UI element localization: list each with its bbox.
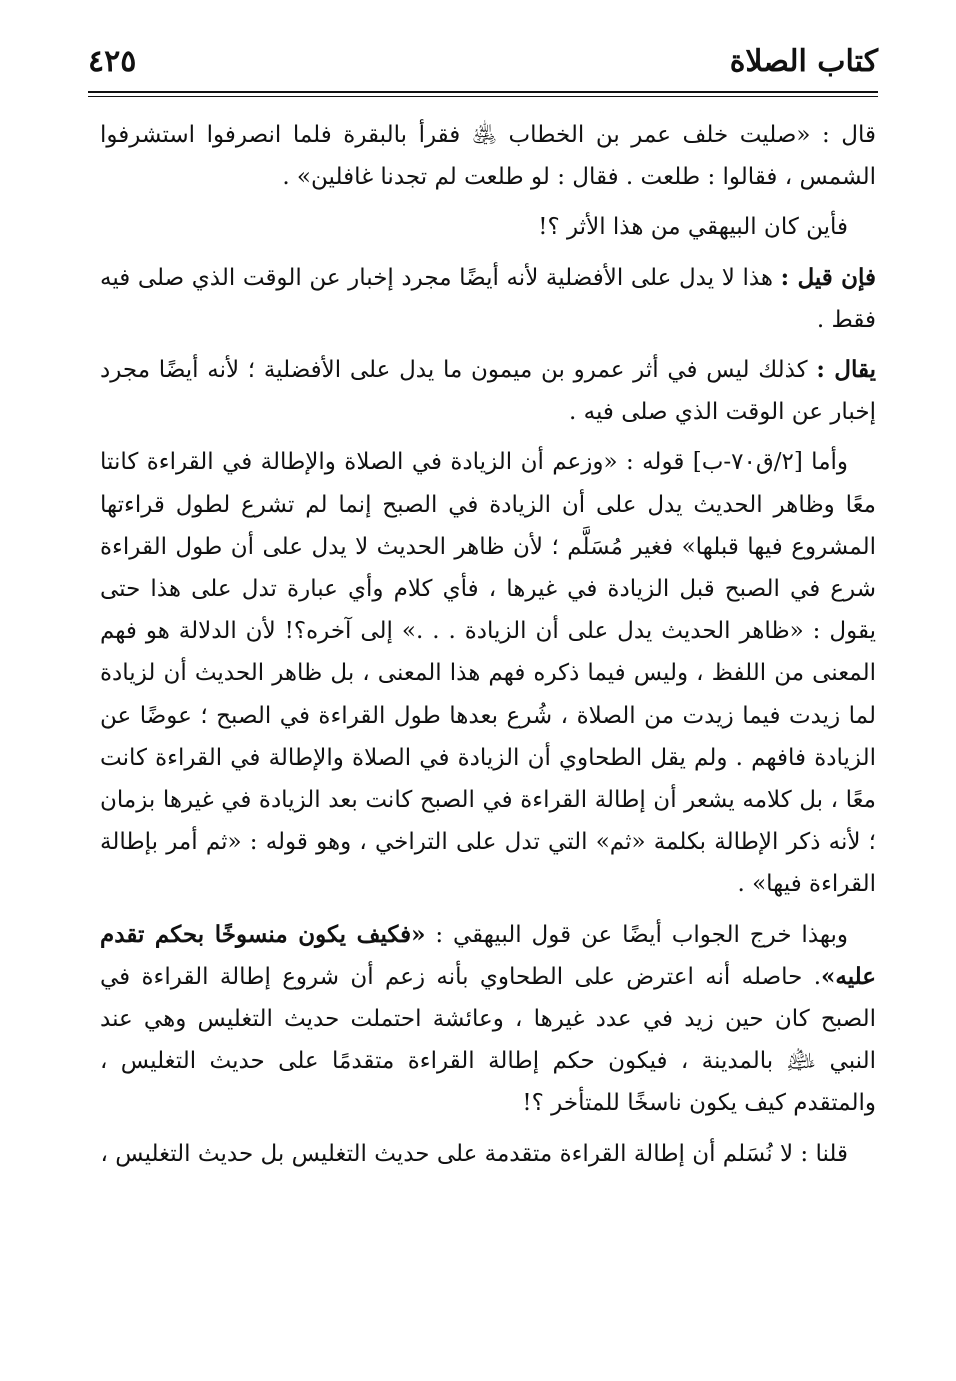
paragraph-text: قلنا : لا نُسَلم أن إطالة القراءة متقدمة على حديث التغليس بل حديث التغليس ، (100, 1140, 848, 1167)
paragraph (100, 257, 876, 341)
paragraph-text: هذا لا يدل على الأفضلية لأنه أيضًا مجرد إخبار عن الوقت الذي صلى فيه فقط . (100, 264, 876, 333)
running-title: كتاب الصلاة (729, 44, 878, 79)
paragraph (100, 349, 876, 433)
paragraph (100, 114, 876, 198)
header-rule-thin (88, 96, 878, 97)
paragraph-text: . حاصله أنه اعترض على الطحاوي بأنه زعم أن شروع إطالة القراءة في الصبح كان حين زيد في عدد غيرها ، وعائشة احتملت حديث التغليس وهي عند النبي ﵇ بالمدينة ، فيكون حكم إطالة القراءة متقدمًا على حديث التغليس ، والمتقدم كيف يكون ناسخًا للمتأخر ؟! (100, 963, 876, 1117)
header-rule (88, 91, 878, 93)
page-number: ٤٢٥ (88, 44, 137, 79)
bold-quote: «فكيف يكون منسوخًا بحكم تقدم عليه» (100, 920, 876, 990)
paragraph-text: كذلك ليس في أثر عمرو بن ميمون ما يدل على الأفضلية ؛ لأنه أيضًا مجرد إخبار عن الوقت الذي صلى فيه . (100, 357, 876, 426)
paragraph-text: وبهذا خرج الجواب أيضًا عن قول البيهقي : (425, 921, 848, 948)
paragraph-text: فأين كان البيهقي من هذا الأثر ؟! (538, 214, 848, 241)
bold-label: فإن قيل : (780, 263, 876, 291)
paragraph (100, 441, 876, 905)
paragraph-text: قال : «صليت خلف عمر بن الخطاب ﵁ فقرأ بالبقرة فلما انصرفوا استشرفوا الشمس ، فقالوا : طلعت . فقال : لو طلعت لم تجدنا غافلين» . (100, 122, 876, 191)
paragraph-text: وأما [٢/ق٧٠-ب] قوله : «وزعم أن الزيادة في الصلاة والإطالة في القراءة كانتا معًا وظاهر الحديث يدل على أن الزيادة في الصبح إنما لم تشرع لطول قراءتها المشروع فيها قبلها» فغير مُسَلَّم ؛ لأن ظاهر الحديث لا يدل على أن طول القراءة شرع في الصبح قبل الزيادة في غيرها ، فأي كلام وأي عبارة تدل على هذا حتى يقول : «ظاهر الحديث يدل على أن الزيادة . . .» إلى آخره؟! لأن الدلالة هو فهم المعنى من اللفظ ، وليس فيما ذكره فهم هذا المعنى ، بل ظاهر الحديث أن لزيادة لما زيدت فيما زيدت من الصلاة ، شُرع بعدها طول القراءة في الصبح ؛ عوضًا عن الزيادة فافهم . ولم يقل الطحاوي أن الزيادة في الصلاة والإطالة في القراءة كانت معًا ، بل كلامه يشعر أن إطالة القراءة في الصبح كانت بعد الزيادة في غيرها بزمان ؛ لأنه ذكر الإطالة بكلمة «ثم» التي تدل على التراخي ، وهو قوله : «ثم أمر بإطالة القراءة فيها» . (100, 449, 876, 898)
page-header (88, 38, 878, 88)
body-text (100, 114, 876, 1183)
paragraph (100, 206, 876, 248)
bold-label: يقال : (816, 356, 876, 384)
paragraph (100, 914, 876, 1125)
paragraph (100, 1133, 876, 1175)
